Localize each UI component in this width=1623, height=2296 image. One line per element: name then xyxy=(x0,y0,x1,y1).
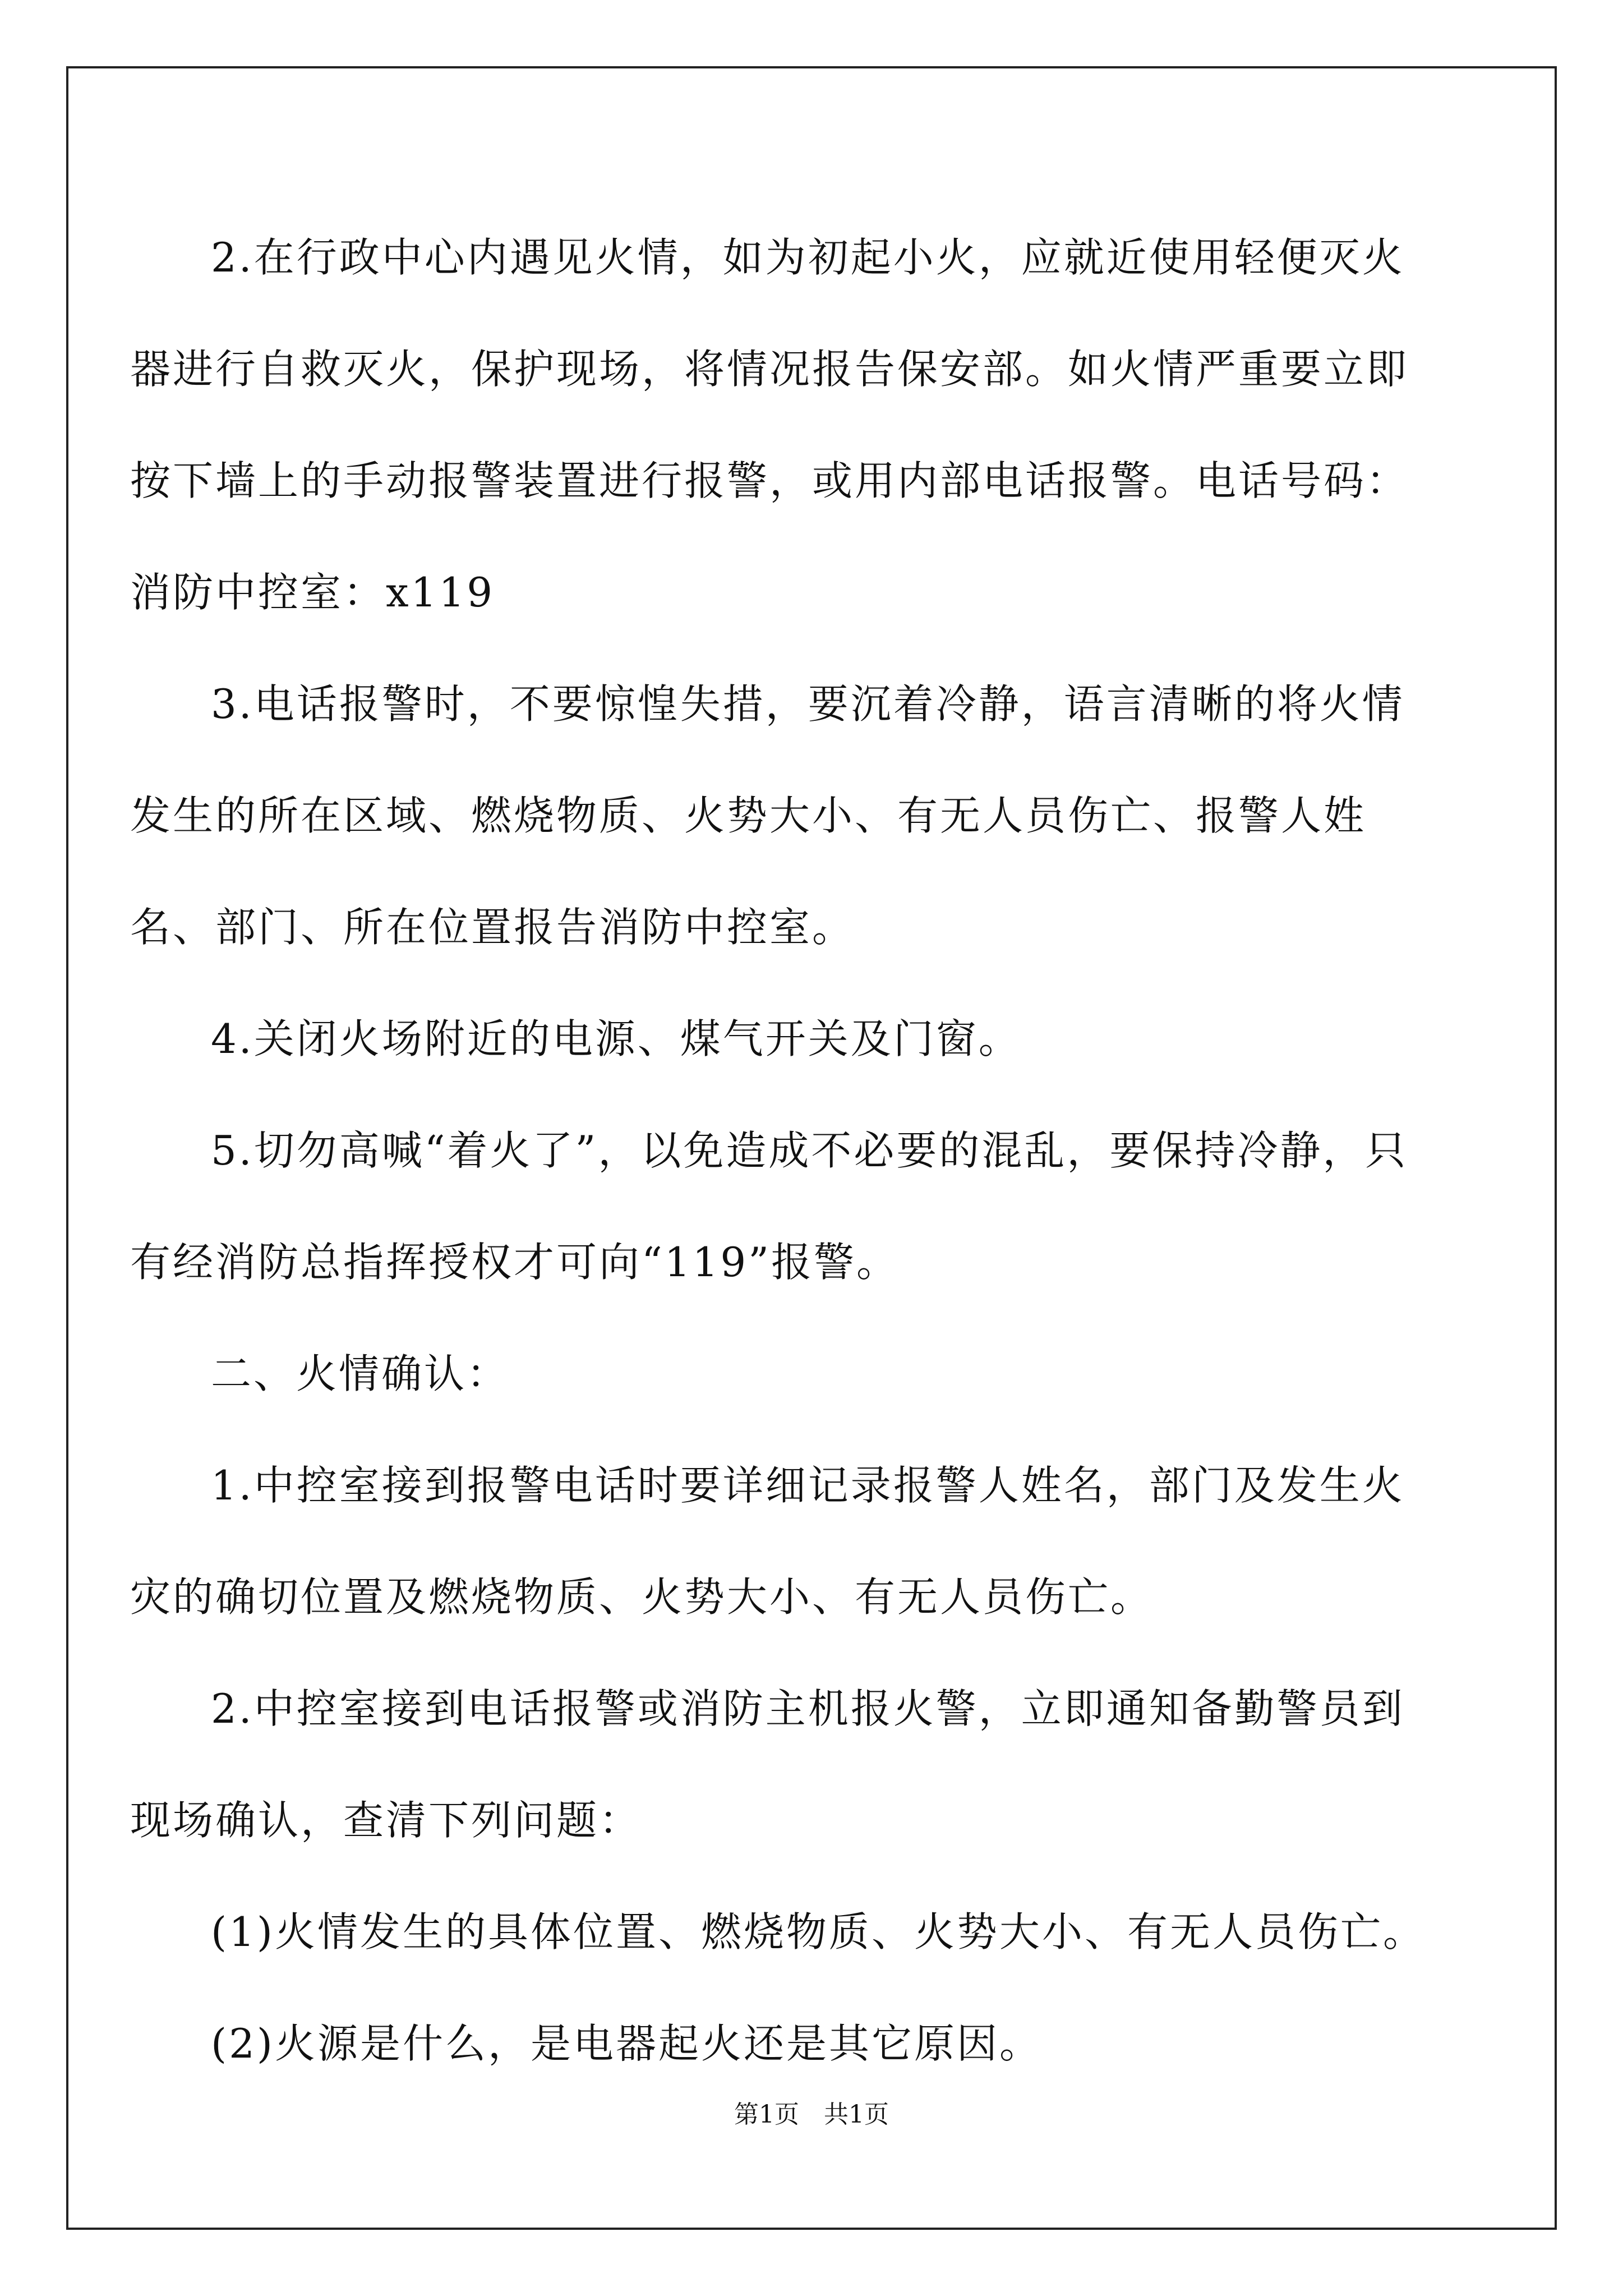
paragraph-item-4: 4.关闭火场附近的电源、煤气开关及门窗。 xyxy=(211,1015,1021,1062)
paragraph-control-room-number: 消防中控室：x119 xyxy=(130,569,495,616)
document-body xyxy=(130,202,1437,2100)
paragraph-subitem-2: (2)火源是什么，是电器起火还是其它原因。 xyxy=(211,2020,1042,2067)
paragraph-confirm-item-2: 2.中控室接到电话报警或消防主机报火警，立即通知备勤警员到现场确认，查清下列问题： xyxy=(130,1685,1405,1844)
section-heading-fire-confirmation: 二、火情确认： xyxy=(211,1350,510,1397)
page-footer xyxy=(0,2098,1623,2132)
paragraph-confirm-item-1: 1.中控室接到报警电话时要详细记录报警人姓名，部门及发生火灾的确切位置及燃烧物质、火势大小、有无人员伤亡。 xyxy=(130,1462,1405,1621)
page-number-current: 第1页 xyxy=(734,2100,799,2129)
paragraph-item-2: 2.在行政中心内遇见火情，如为初起小火，应就近使用轻便灭火器进行自救灭火，保护现场，将情况报告保安部。如火情严重要立即按下墙上的手动报警装置进行报警，或用内部电话报警。电话号码： xyxy=(130,234,1409,504)
paragraph-subitem-1: (1)火情发生的具体位置、燃烧物质、火势大小、有无人员伤亡。 xyxy=(211,1908,1426,1955)
paragraph-item-5: 5.切勿高喊“着火了”，以免造成不必要的混乱，要保持冷静，只有经消防总指挥授权才可向“119”报警。 xyxy=(130,1127,1408,1286)
page-number-total: 共1页 xyxy=(824,2100,889,2129)
paragraph-item-3: 3.电话报警时，不要惊惶失措，要沉着冷静，语言清晰的将火情发生的所在区域、燃烧物质、火势大小、有无人员伤亡、报警人姓名、部门、所在位置报告消防中控室。 xyxy=(130,680,1405,951)
